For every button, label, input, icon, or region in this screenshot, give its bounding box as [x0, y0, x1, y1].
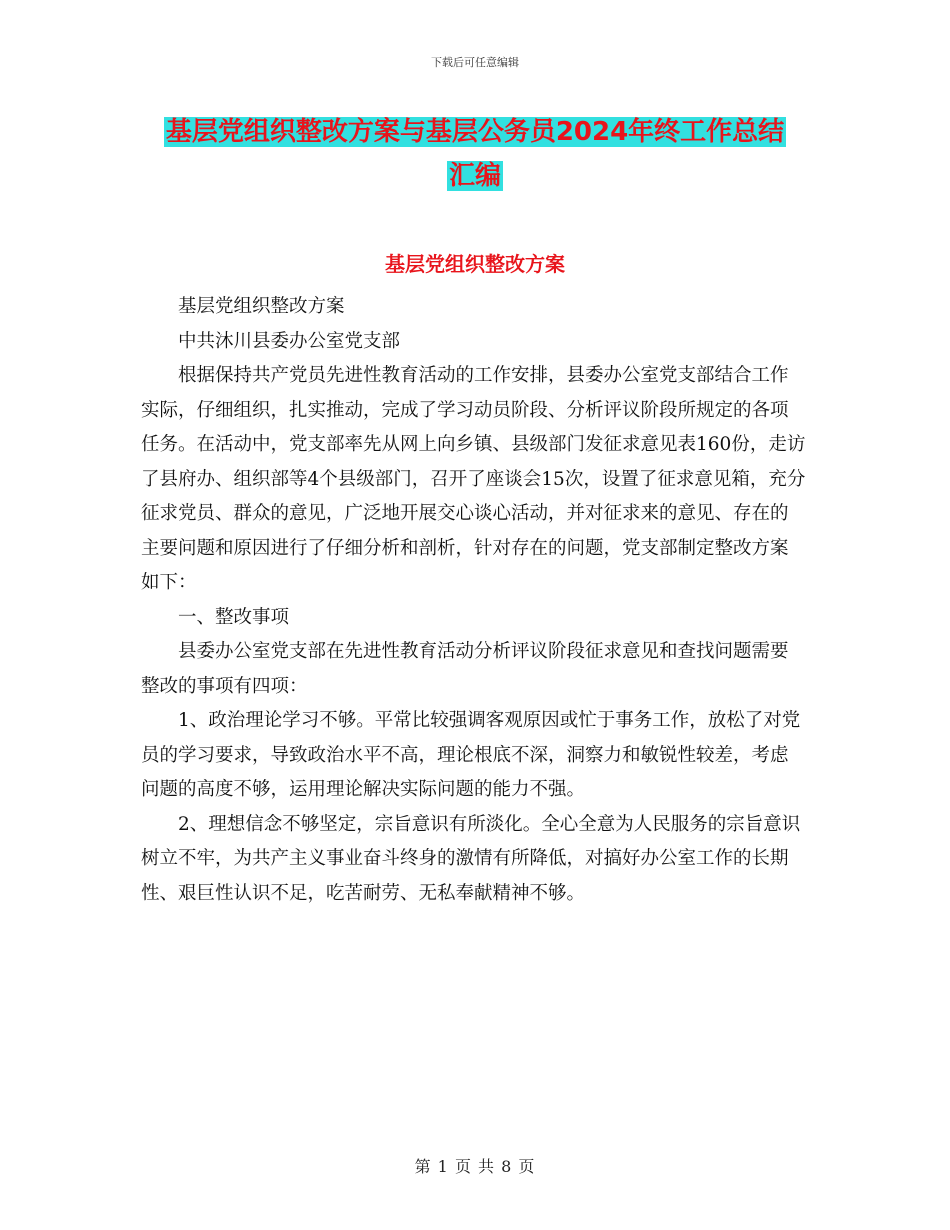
paragraph-heading-1: 一、整改事项	[178, 606, 290, 628]
paragraph-organization: 中共沐川县委办公室党支部	[178, 330, 401, 352]
section-title: 基层党组织整改方案	[385, 252, 565, 276]
paragraph-item-2: 2、理想信念不够坚定，宗旨意识有所淡化。全心全意为人民服务的宗旨意识树立不牢，为共产主义事业奋斗终身的激情有所降低，对搞好办公室工作的长期性、艰巨性认识不足，吃苦耐劳、无私奉献精神不够。	[141, 813, 801, 904]
document-body	[141, 290, 806, 911]
paragraph-subtitle: 基层党组织整改方案	[178, 296, 345, 317]
page-footer: 第 1 页 共 8 页	[414, 1157, 536, 1176]
paragraph-intro: 根据保持共产党员先进性教育活动的工作安排，县委办公室党支部结合工作实际，仔细组织，扎实推动，完成了学习动员阶段、分析评议阶段所规定的各项任务。在活动中，党支部率先从网上向乡镇、县级部门发征求意见表160份，走访了县府办、组织部等4个县级部门，召开了座谈会15次，设置了征求意见箱，充分征求党员、群众的意见，广泛地开展交心谈心活动，并对征求来的意见、存在的主要问题和原因进行了仔细分析和剖析，针对存在的问题，党支部制定整改方案如下：	[141, 365, 806, 593]
document-title-line-2: 汇编	[448, 161, 501, 191]
header-note: 下载后可任意编辑	[431, 56, 519, 69]
paragraph-item-1: 1、政治理论学习不够。平常比较强调客观原因或忙于事务工作，放松了对党员的学习要求，导致政治水平不高，理论根底不深，洞察力和敏锐性较差，考虑问题的高度不够，运用理论解决实际问题的能力不强。	[141, 710, 801, 800]
paragraph-items-intro: 县委办公室党支部在先进性教育活动分析评议阶段征求意见和查找问题需要整改的事项有四项：	[141, 641, 789, 697]
document-title	[0, 110, 950, 198]
document-title-line-1: 基层党组织整改方案与基层公务员2024年终工作总结	[165, 117, 785, 147]
